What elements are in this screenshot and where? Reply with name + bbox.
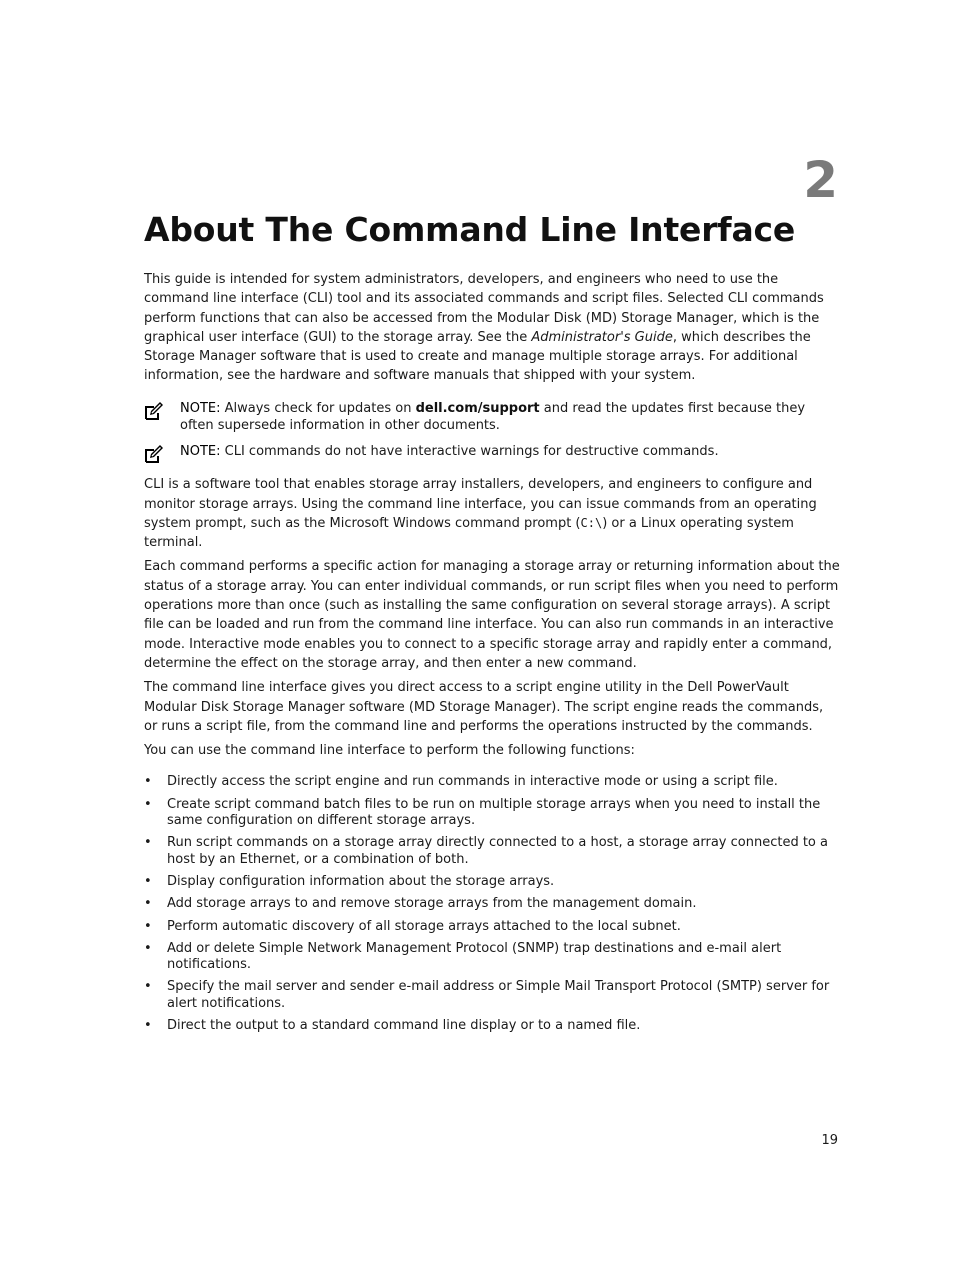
- guide-title: Administrator's Guide: [531, 329, 673, 345]
- bullet: •: [144, 873, 152, 889]
- list-item: • Directly access the script engine and run commands in interactive mode or using a script file.: [144, 774, 778, 790]
- functions-list: [144, 774, 840, 1034]
- chapter-number: 2: [803, 151, 838, 209]
- list-item: • Direct the output to a standard command line display or to a named file.: [144, 1018, 641, 1033]
- bullet: •: [144, 1018, 152, 1033]
- note-label: NOTE:: [180, 400, 221, 416]
- note-pencil-icon: [144, 444, 164, 464]
- main-content: [144, 270, 840, 1040]
- bullet: •: [144, 835, 152, 851]
- page-title: About The Command Line Interface: [144, 210, 796, 249]
- bullet: •: [144, 796, 152, 812]
- bullet: •: [144, 774, 152, 790]
- list-item: • Run script commands on a storage array directly connected to a host, a storage array connected to a host by an Ethernet, or a combination of both.: [144, 835, 828, 867]
- intro-paragraph: This guide is intended for system administrators, developers, and engineers who need to use the command line interface (CLI) tool and its associated commands and script files. Selected CLI commands perform functions that can also be accessed from the Modular Disk (MD) Storage Manager, which is the graphical user interface (GUI) to the storage array. See the Administrator's Guide, which describes the Storage Manager software that is used to create and manage multiple storage arrays. For additional information, see the hardware and software manuals that shipped with your system.: [144, 272, 824, 384]
- list-item: • Perform automatic discovery of all storage arrays attached to the local subnet.: [144, 918, 681, 934]
- note-pencil-icon: [144, 401, 164, 421]
- note-updates: NOTE: Always check for updates on dell.com/support and read the updates first because they often supersede information in other documents.: [144, 400, 840, 435]
- list-item: • Display configuration information about the storage arrays.: [144, 873, 555, 889]
- list-item: • Specify the mail server and sender e-mail address or Simple Mail Transport Protocol (SMTP) server for alert notifications.: [144, 979, 830, 1011]
- functions-intro-paragraph: You can use the command line interface to perform the following functions:: [144, 743, 635, 759]
- command-prompt-code: C:\: [580, 515, 603, 530]
- note-warnings: NOTE: CLI commands do not have interactive warnings for destructive commands.: [144, 443, 840, 461]
- support-link[interactable]: dell.com/support: [415, 400, 540, 416]
- cli-description-paragraph: CLI is a software tool that enables storage array installers, developers, and engineers to configure and monitor storage arrays. Using the command line interface, you can issue commands from an operating system prompt, such as the Microsoft Windows command prompt (C:\) or a Linux operating system terminal.: [144, 477, 817, 551]
- bullet: •: [144, 896, 152, 912]
- list-item: • Add storage arrays to and remove storage arrays from the management domain.: [144, 896, 697, 912]
- commands-paragraph: Each command performs a specific action for managing a storage array or returning information about the status of a storage array. You can enter individual commands, or run script files when you need to perform operations more than once (such as installing the same configuration on several storage arrays). A script file can be loaded and run from the command line interface. You can also run commands in an interactive mode. Interactive mode enables you to connect to a specific storage array and rapidly enter a command, determine the effect on the storage array, and then enter a new command.: [144, 559, 840, 671]
- script-engine-paragraph: The command line interface gives you direct access to a script engine utility in the Dell PowerVault Modular Disk Storage Manager software (MD Storage Manager). The script engine reads the commands, or runs a script file, from the command line and performs the operations instructed by the commands.: [144, 680, 824, 734]
- list-item: • Add or delete Simple Network Management Protocol (SNMP) trap destinations and e-mail alert notifications.: [144, 940, 782, 973]
- bullet: •: [144, 918, 152, 934]
- note-label: NOTE:: [180, 443, 221, 459]
- bullet: •: [144, 979, 152, 995]
- bullet: •: [144, 940, 152, 956]
- page-number: 19: [821, 1133, 838, 1148]
- list-item: • Create script command batch files to be run on multiple storage arrays when you need to install the same configuration on different storage arrays.: [144, 796, 821, 829]
